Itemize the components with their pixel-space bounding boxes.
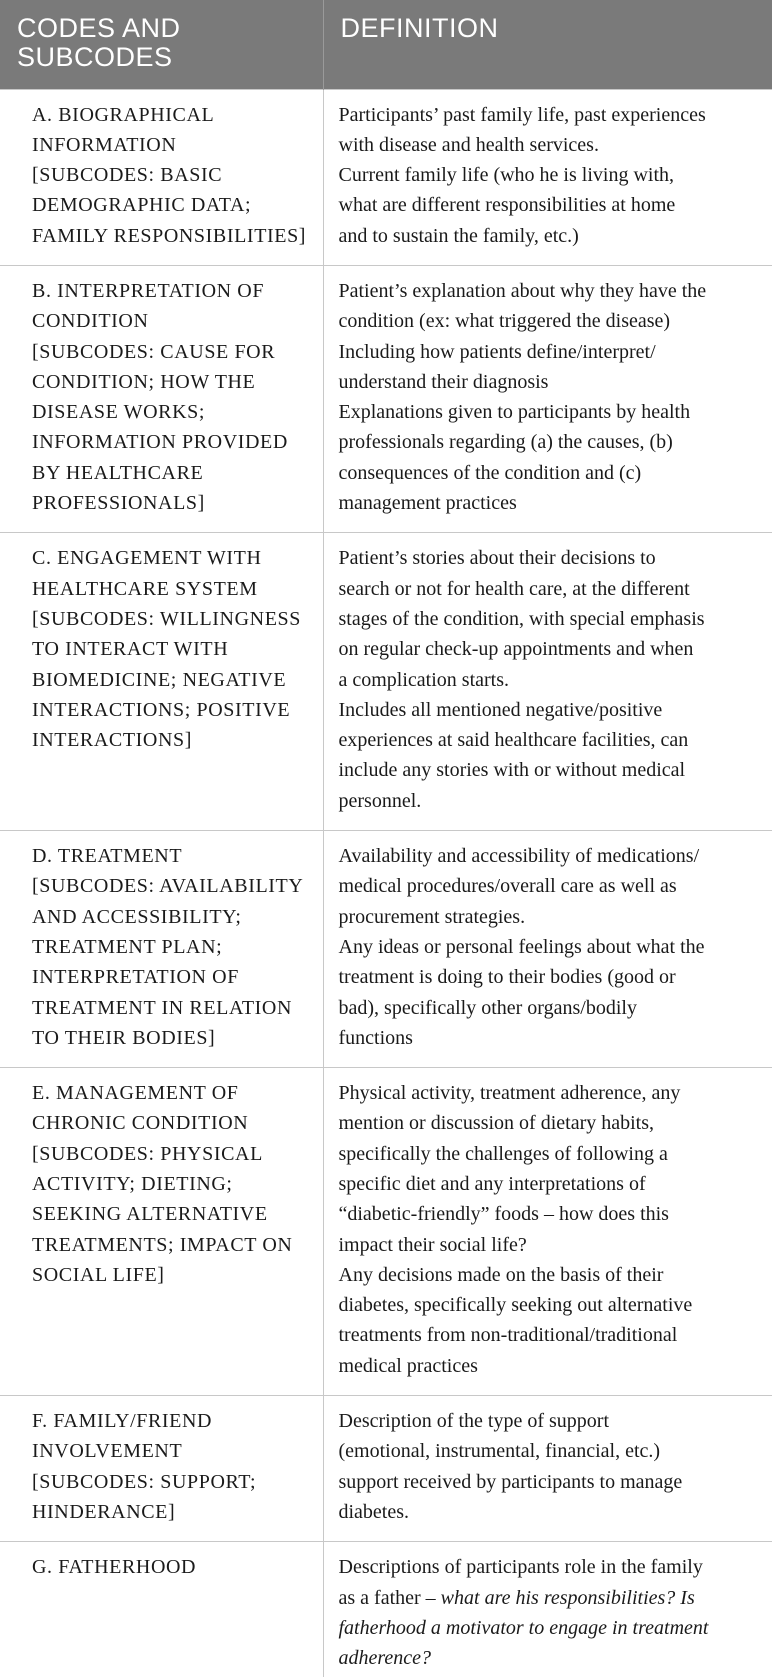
code-line: HEALTHCARE SYSTEM: [32, 577, 258, 600]
table-body: [0, 89, 772, 1677]
definition-line: mention or discussion of dietary habits,: [338, 1112, 655, 1135]
definition-line: Patient’s stories about their decisions to: [338, 547, 656, 570]
header-row: [0, 0, 772, 89]
definition-cell: [323, 1396, 772, 1542]
definition-line: Description of the type of support: [338, 1410, 609, 1433]
code-line: INFORMATION: [32, 133, 177, 156]
definition-line: functions: [338, 1026, 413, 1049]
code-cell: [0, 89, 323, 265]
code-line: INTERACTIONS; POSITIVE: [32, 698, 291, 721]
definition-cell: [323, 1068, 772, 1396]
code-line: INTERACTIONS]: [32, 729, 193, 752]
code-line: B. INTERPRETATION OF: [32, 279, 265, 302]
definition-line: Including how patients define/interpret/: [338, 340, 656, 363]
code-line: TREATMENT PLAN;: [32, 935, 223, 958]
code-cell: [0, 1542, 323, 1677]
code-cell: [0, 533, 323, 831]
definition-line: Descriptions of participants role in the family: [338, 1556, 703, 1579]
header-codes-line-2: SUBCODES: [17, 42, 173, 72]
code-line: INTERPRETATION OF: [32, 966, 239, 989]
code-line: INFORMATION PROVIDED: [32, 431, 288, 454]
code-line: D. TREATMENT: [32, 845, 183, 868]
definition-line: on regular check-up appointments and when: [338, 638, 694, 661]
code-line: [SUBCODES: WILLINGNESS: [32, 607, 301, 630]
table-row: [0, 1396, 772, 1542]
definition-line: management practices: [338, 492, 517, 515]
code-cell: [0, 1068, 323, 1396]
code-line: CHRONIC CONDITION: [32, 1112, 249, 1135]
definition-line: diabetes.: [338, 1500, 410, 1523]
code-line: INVOLVEMENT: [32, 1440, 183, 1463]
code-line: SOCIAL LIFE]: [32, 1263, 165, 1286]
definition-line: specifically the challenges of following a: [338, 1142, 668, 1165]
code-line: [SUBCODES: AVAILABILITY: [32, 875, 304, 898]
definition-line: with disease and health services.: [338, 133, 599, 156]
code-line: F. FAMILY/FRIEND: [32, 1410, 213, 1433]
code-line: A. BIOGRAPHICAL: [32, 103, 215, 126]
definition-italic-question: what are his responsibilities? Is: [440, 1586, 695, 1609]
code-line: [SUBCODES: PHYSICAL: [32, 1142, 263, 1165]
code-cell: [0, 831, 323, 1068]
table-row: [0, 533, 772, 831]
definition-line: (emotional, instrumental, financial, etc.): [338, 1440, 661, 1463]
header-codes-line-1: CODES AND: [17, 13, 181, 43]
code-line: G. FATHERHOOD: [32, 1556, 197, 1579]
code-line: FAMILY RESPONSIBILITIES]: [32, 224, 307, 247]
code-line: [SUBCODES: SUPPORT;: [32, 1470, 257, 1493]
code-line: E. MANAGEMENT OF: [32, 1082, 239, 1105]
table-row: [0, 831, 772, 1068]
code-line: TREATMENTS; IMPACT ON: [32, 1233, 293, 1256]
code-line: HINDERANCE]: [32, 1500, 176, 1523]
definition-line: experiences at said healthcare facilities, can: [338, 729, 689, 752]
definition-line: stages of the condition, with special emphasis: [338, 607, 705, 630]
definition-line: consequences of the condition and (c): [338, 461, 642, 484]
code-line: TO INTERACT WITH: [32, 638, 229, 661]
table-row: [0, 1068, 772, 1396]
definition-line: Includes all mentioned negative/positive: [338, 698, 663, 721]
code-line: DISEASE WORKS;: [32, 401, 206, 424]
code-line: SEEKING ALTERNATIVE: [32, 1203, 268, 1226]
definition-line: treatments from non-traditional/traditional: [338, 1324, 678, 1347]
code-line: TO THEIR BODIES]: [32, 1026, 216, 1049]
definition-line: procurement strategies.: [338, 905, 526, 928]
definition-line: and to sustain the family, etc.): [338, 224, 579, 247]
definition-italic-question: fatherhood a motivator to engage in treatment: [338, 1616, 709, 1639]
definition-line: condition (ex: what triggered the disease): [338, 310, 671, 333]
definition-cell: [323, 831, 772, 1068]
definition-line: Any decisions made on the basis of their: [338, 1263, 664, 1286]
definition-line: search or not for health care, at the different: [338, 577, 690, 600]
code-line: [SUBCODES: CAUSE FOR: [32, 340, 276, 363]
definition-line: include any stories with or without medical: [338, 759, 686, 782]
definition-line: impact their social life?: [338, 1233, 527, 1256]
table-row: [0, 89, 772, 265]
definition-line: treatment is doing to their bodies (good or: [338, 966, 676, 989]
definition-italic-question: adherence?: [338, 1647, 432, 1670]
code-line: [SUBCODES: BASIC: [32, 164, 223, 187]
definition-line: Physical activity, treatment adherence, any: [338, 1082, 681, 1105]
table-row: [0, 1542, 772, 1677]
definition-line: support received by participants to manage: [338, 1470, 683, 1493]
code-line: ACTIVITY; DIETING;: [32, 1173, 233, 1195]
definition-line: personnel.: [338, 789, 422, 812]
code-line: PROFESSIONALS]: [32, 492, 205, 515]
definition-line: Explanations given to participants by health: [338, 401, 691, 424]
definition-line: diabetes, specifically seeking out alternative: [338, 1294, 693, 1317]
definition-line: bad), specifically other organs/bodily: [338, 996, 637, 1019]
code-line: CONDITION: [32, 310, 149, 333]
code-line: CONDITION; HOW THE: [32, 370, 256, 393]
code-line: AND ACCESSIBILITY;: [32, 905, 242, 928]
header-definition: DEFINITION: [323, 0, 772, 89]
definition-line: [339, 1583, 765, 1613]
definition-line: Current family life (who he is living with,: [338, 164, 674, 187]
definition-line: medical practices: [338, 1354, 478, 1377]
definition-line: medical procedures/overall care as well as: [338, 875, 677, 898]
code-line: DEMOGRAPHIC DATA;: [32, 194, 252, 217]
code-cell: [0, 1396, 323, 1542]
definition-line: Participants’ past family life, past experiences: [338, 103, 706, 126]
definition-line: professionals regarding (a) the causes, (b): [338, 431, 673, 454]
definition-line: Patient’s explanation about why they have the: [338, 279, 707, 302]
definition-cell: [323, 265, 772, 532]
table-row: [0, 265, 772, 532]
code-cell: [0, 265, 323, 532]
code-line: BY HEALTHCARE: [32, 461, 204, 484]
definition-line: Any ideas or personal feelings about what the: [338, 935, 705, 958]
code-line: C. ENGAGEMENT WITH: [32, 547, 262, 570]
definition-line: a complication starts.: [338, 668, 510, 691]
definition-line: specific diet and any interpretations of: [338, 1173, 646, 1195]
definition-cell: [323, 1542, 772, 1677]
definition-line: understand their diagnosis: [338, 370, 549, 393]
definition-line: what are different responsibilities at home: [338, 194, 676, 217]
code-line: BIOMEDICINE; NEGATIVE: [32, 668, 287, 691]
definition-cell: [323, 89, 772, 265]
header-codes-and-subcodes: [0, 0, 323, 89]
definition-line: Availability and accessibility of medications/: [338, 845, 700, 868]
definition-line: “diabetic-friendly” foods – how does this: [338, 1203, 669, 1226]
code-line: TREATMENT IN RELATION: [32, 996, 292, 1019]
definition-text: as a father –: [338, 1586, 441, 1609]
definition-cell: [323, 533, 772, 831]
